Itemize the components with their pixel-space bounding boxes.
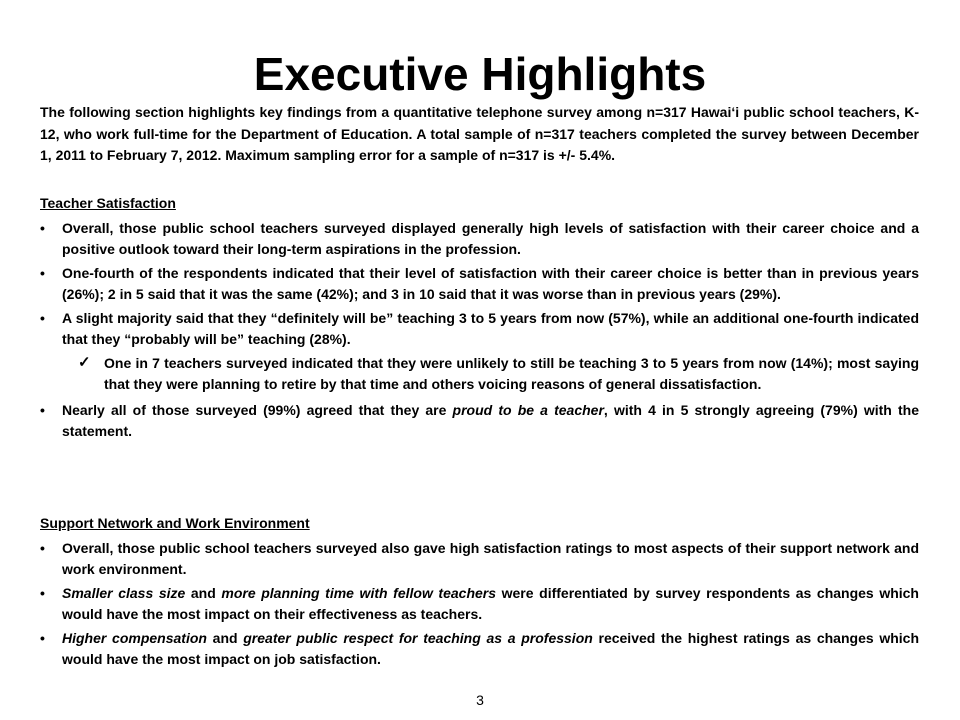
emphasis-text: proud to be a teacher (452, 402, 604, 418)
bullet-item (40, 400, 919, 441)
bullet-dot-icon: • (40, 310, 45, 326)
bullet-dot-icon: • (40, 540, 45, 556)
support-network-section (40, 513, 919, 673)
bullet-item (40, 628, 919, 669)
checkmark-icon: ✓ (78, 354, 91, 371)
emphasis-text: Higher compensation (62, 630, 207, 646)
bullet-text: A slight majority said that they “definitely will be” teaching 3 to 5 years from now (57%), while an additional one-fourth indicated that they “probably will be” teaching (28%). (62, 310, 919, 347)
bullet-item (40, 263, 919, 304)
bullet-text: Higher compensation and greater public respect for teaching as a profession received the highest ratings as changes which would have the most impact on job satisfaction. (62, 630, 920, 667)
bullet-dot-icon: • (40, 402, 45, 418)
bullet-text: Overall, those public school teachers surveyed displayed generally high levels of satisfaction with their career choice and a positive outlook toward their long-term aspirations in the profession. (62, 220, 919, 257)
bullet-item (40, 308, 919, 349)
bullet-dot-icon: • (40, 585, 45, 601)
sub-bullet-item (40, 353, 919, 394)
page-title: Executive Highlights (253, 48, 707, 100)
bullet-text: Overall, those public school teachers surveyed also gave high satisfaction ratings to most aspects of their support network and work environment. (62, 540, 919, 577)
section-heading: Support Network and Work Environment (40, 515, 310, 531)
emphasis-text: greater public respect for teaching as a profession (243, 630, 593, 646)
bullet-text: Smaller class size and more planning time with fellow teachers were differentiated by survey respondents as changes which would have the most impact on their effectiveness as teachers. (62, 585, 919, 622)
bullet-item (40, 218, 919, 259)
page-number: 3 (476, 692, 484, 708)
bullet-text: One-fourth of the respondents indicated that their level of satisfaction with their career choice is better than in previous years (26%); 2 in 5 said that it was the same (42%); and 3 in 10 said that it was worse than in previous years (29%). (62, 265, 919, 302)
bullet-dot-icon: • (40, 220, 45, 236)
intro-paragraph: The following section highlights key findings from a quantitative telephone survey among n=317 Hawai‘i public school teachers, K-12, who work full-time for the Department of Education. A total sample of n=317 teachers completed the survey between December 1, 2011 to February 7, 2012. Maximum sampling error for a sample of n=317 is +/- 5.4%. (40, 104, 919, 163)
emphasis-text: more planning time with fellow teachers (221, 585, 497, 601)
bullet-item (40, 583, 919, 624)
bullet-dot-icon: • (40, 265, 45, 281)
bullet-item (40, 538, 919, 579)
emphasis-text: Smaller class size (62, 585, 186, 601)
bullet-dot-icon: • (40, 630, 45, 646)
bullet-text: Nearly all of those surveyed (99%) agreed that they are proud to be a teacher, with 4 in 5 strongly agreeing (79%) with the statement. (62, 402, 920, 439)
teacher-satisfaction-section (40, 193, 919, 445)
sub-bullet-text: One in 7 teachers surveyed indicated that they were unlikely to still be teaching 3 to 5 years from now (14%); most saying that they were planning to retire by that time and others voicing reasons of general dissatisfaction. (104, 355, 919, 392)
section-heading: Teacher Satisfaction (40, 195, 176, 211)
